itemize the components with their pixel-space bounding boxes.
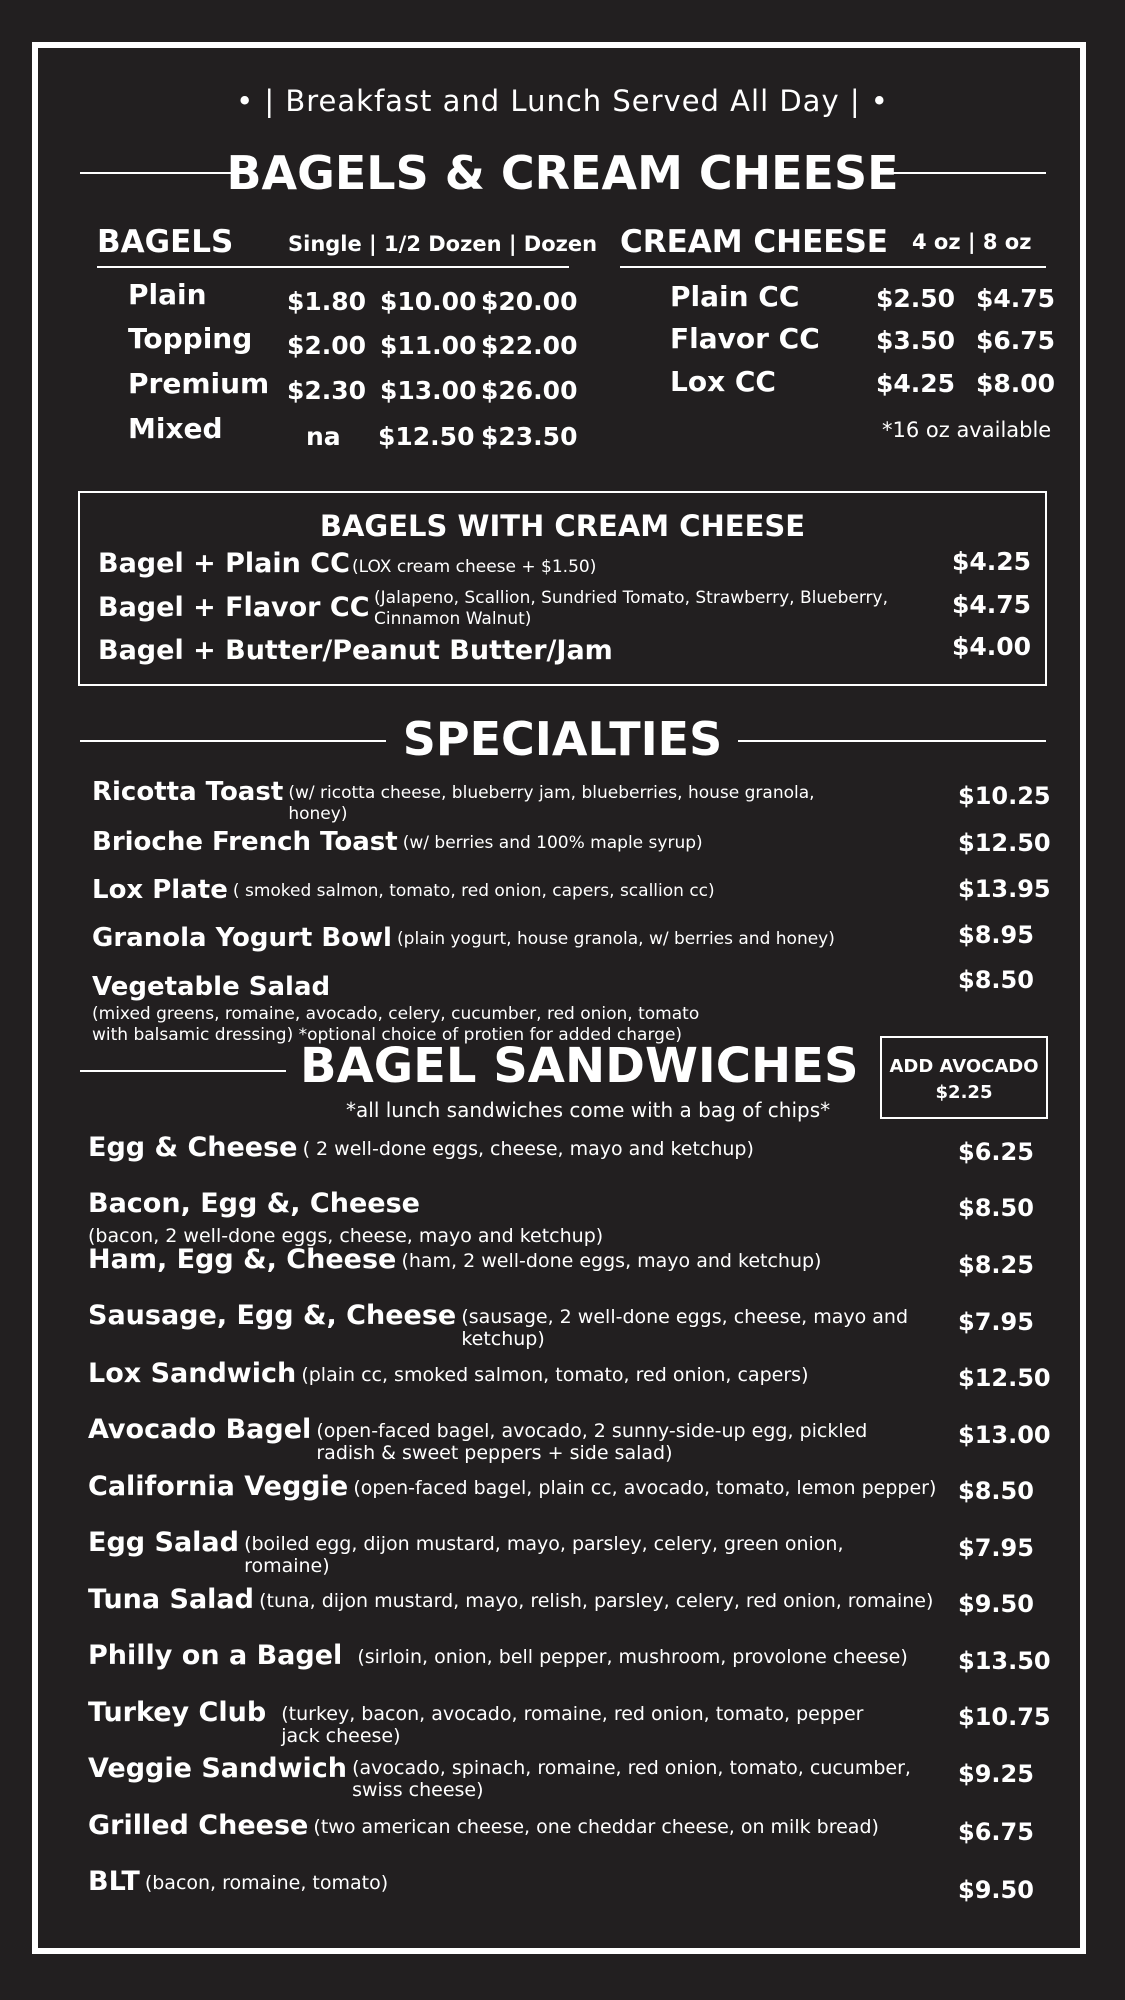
bagel-name: Topping <box>128 322 253 355</box>
sandwich-price: $13.00 <box>958 1421 1051 1449</box>
sandwich-name: Philly on a Bagel <box>88 1640 343 1671</box>
cream-cheese-16oz-note: *16 oz available <box>882 418 1052 442</box>
combo-name: Bagel + Plain CC <box>98 548 350 579</box>
specialty-desc: ( smoked salmon, tomato, red onion, capers, scallion cc) <box>232 881 715 901</box>
specialty-item <box>92 777 952 825</box>
sandwich-item <box>88 1810 958 1841</box>
sandwich-desc: (tuna, dijon mustard, mayo, relish, parsley, celery, red onion, romaine) <box>259 1590 934 1612</box>
combo-price: $4.00 <box>952 632 1032 661</box>
sandwich-item <box>88 1866 958 1897</box>
bagel-name: Mixed <box>128 412 223 445</box>
section-title-bagel-sandwiches: BAGEL SANDWICHES <box>300 1038 859 1094</box>
sandwich-price: $9.50 <box>958 1590 1034 1618</box>
bagel-price-single: $1.80 <box>287 287 367 316</box>
bagel-price-half-dozen: $13.00 <box>380 376 477 405</box>
cream-cheese-price-4oz: $4.25 <box>876 369 956 398</box>
bagel-name: Plain <box>128 278 207 311</box>
bagel-name: Premium <box>128 367 270 400</box>
sandwich-desc: (turkey, bacon, avocado, romaine, red onion, tomato, pepper jack cheese) <box>281 1703 864 1747</box>
bagel-price-half-dozen: $10.00 <box>380 287 477 316</box>
sandwich-name: BLT <box>88 1866 140 1897</box>
specialty-item <box>92 923 952 953</box>
combo-desc: (Jalapeno, Scallion, Sundried Tomato, Strawberry, Blueberry, Cinnamon Walnut) <box>374 588 888 629</box>
bagels-column-headers: Single | 1/2 Dozen | Dozen <box>288 232 598 256</box>
sandwich-item <box>88 1471 958 1502</box>
bagel-price-single: $2.00 <box>287 331 367 360</box>
sandwich-name: Sausage, Egg &, Cheese <box>88 1300 457 1331</box>
specialty-name: Vegetable Salad <box>92 972 331 1002</box>
cream-cheese-price-4oz: $2.50 <box>876 284 956 313</box>
sandwich-price: $10.75 <box>958 1703 1051 1731</box>
sandwich-item <box>88 1527 958 1577</box>
combo-name: Bagel + Butter/Peanut Butter/Jam <box>98 635 613 666</box>
sandwich-name: Avocado Bagel <box>88 1414 312 1445</box>
specialty-desc: (plain yogurt, house granola, w/ berries and honey) <box>397 929 835 949</box>
bagel-price-single: na <box>306 422 341 451</box>
sandwich-item <box>88 1414 958 1464</box>
bagel-price-single: $2.30 <box>287 376 367 405</box>
combo-price: $4.25 <box>952 547 1032 576</box>
sandwich-item <box>88 1300 958 1350</box>
bagel-price-half-dozen: $12.50 <box>378 422 475 451</box>
cream-cheese-price-4oz: $3.50 <box>876 326 956 355</box>
cream-cheese-price-8oz: $6.75 <box>976 326 1056 355</box>
add-avocado-price: $2.25 <box>935 1082 993 1103</box>
sandwich-desc: (bacon, romaine, tomato) <box>144 1872 389 1894</box>
cream-cheese-underline <box>620 266 1046 268</box>
bagel-price-half-dozen: $11.00 <box>380 331 477 360</box>
cream-cheese-heading: CREAM CHEESE <box>620 224 888 260</box>
sandwich-desc: (bacon, 2 well-done eggs, cheese, mayo and ketchup) <box>88 1225 604 1247</box>
sandwich-item <box>88 1640 958 1671</box>
sandwich-name: Egg & Cheese <box>88 1132 298 1163</box>
sandwich-name: Bacon, Egg &, Cheese <box>88 1188 420 1219</box>
cream-cheese-name: Lox CC <box>670 365 776 398</box>
tagline: • | Breakfast and Lunch Served All Day | • <box>236 84 889 118</box>
divider-line <box>80 1070 286 1072</box>
sandwich-price: $12.50 <box>958 1364 1051 1392</box>
sandwich-item <box>88 1753 958 1801</box>
specialty-item <box>92 827 952 857</box>
sandwich-desc: ( 2 well-done eggs, cheese, mayo and ketchup) <box>302 1138 754 1160</box>
sandwich-item <box>88 1697 958 1747</box>
sandwich-desc: (sausage, 2 well-done eggs, cheese, mayo and ketchup) <box>461 1306 909 1350</box>
combo-name: Bagel + Flavor CC <box>98 592 370 623</box>
sandwich-price: $9.25 <box>958 1760 1034 1788</box>
sandwich-name: California Veggie <box>88 1471 349 1502</box>
section-title-specialties: SPECIALTIES <box>402 712 723 766</box>
sandwich-desc: (sirloin, onion, bell pepper, mushroom, provolone cheese) <box>357 1646 908 1668</box>
bagels-with-cream-cheese-title: BAGELS WITH CREAM CHEESE <box>319 509 806 543</box>
add-avocado-box <box>880 1036 1048 1119</box>
sandwich-desc: (boiled egg, dijon mustard, mayo, parsley, celery, green onion, romaine) <box>244 1533 844 1577</box>
sandwich-price: $6.75 <box>958 1818 1034 1846</box>
bagel-price-dozen: $26.00 <box>481 376 578 405</box>
specialty-price: $10.25 <box>958 782 1051 810</box>
cream-cheese-name: Plain CC <box>670 280 800 313</box>
sandwich-name: Lox Sandwich <box>88 1358 297 1389</box>
sandwich-desc: (ham, 2 well-done eggs, mayo and ketchup) <box>401 1250 822 1272</box>
bagels-underline <box>97 266 569 268</box>
cream-cheese-price-8oz: $4.75 <box>976 284 1056 313</box>
sandwich-desc: (open-faced bagel, avocado, 2 sunny-side-up egg, pickled radish & sweet peppers + side salad) <box>316 1420 868 1464</box>
sandwich-item <box>88 1584 958 1615</box>
cream-cheese-price-8oz: $8.00 <box>976 369 1056 398</box>
specialty-price: $8.50 <box>958 966 1034 994</box>
specialty-name: Brioche French Toast <box>92 827 398 857</box>
specialty-price: $8.95 <box>958 921 1034 949</box>
sandwich-price: $6.25 <box>958 1138 1034 1166</box>
specialty-desc: (w/ ricotta cheese, blueberry jam, blueberries, house granola, honey) <box>288 783 815 824</box>
add-avocado-label: ADD AVOCADO <box>889 1056 1039 1077</box>
sandwich-price: $7.95 <box>958 1308 1034 1336</box>
sandwich-item <box>88 1358 958 1389</box>
combo-desc: (LOX cream cheese + $1.50) <box>352 557 597 577</box>
sandwich-name: Ham, Egg &, Cheese <box>88 1244 397 1275</box>
specialty-item <box>92 972 952 1046</box>
cream-cheese-name: Flavor CC <box>670 322 820 355</box>
section-title-bagels-cream-cheese: BAGELS & CREAM CHEESE <box>226 146 899 200</box>
sandwich-price: $8.50 <box>958 1194 1034 1222</box>
cream-cheese-column-headers: 4 oz | 8 oz <box>912 230 1032 254</box>
specialty-name: Granola Yogurt Bowl <box>92 923 392 953</box>
sandwich-price: $13.50 <box>958 1647 1051 1675</box>
specialty-desc: (w/ berries and 100% maple syrup) <box>402 833 703 853</box>
bagel-price-dozen: $22.00 <box>481 331 578 360</box>
specialty-name: Lox Plate <box>92 875 228 905</box>
bagel-price-dozen: $23.50 <box>481 422 578 451</box>
sandwich-item <box>88 1188 958 1247</box>
sandwich-item <box>88 1244 958 1275</box>
sandwich-name: Tuna Salad <box>88 1584 254 1615</box>
specialty-item <box>92 875 952 905</box>
sandwich-price: $9.50 <box>958 1876 1034 1904</box>
sandwich-name: Veggie Sandwich <box>88 1753 347 1784</box>
sandwich-item <box>88 1132 958 1163</box>
specialty-price: $13.95 <box>958 875 1051 903</box>
sandwich-desc: (two american cheese, one cheddar cheese, on milk bread) <box>313 1816 879 1838</box>
sandwich-name: Grilled Cheese <box>88 1810 309 1841</box>
sandwich-desc: (plain cc, smoked salmon, tomato, red onion, capers) <box>301 1364 809 1386</box>
combo-price: $4.75 <box>952 590 1032 619</box>
sandwich-name: Egg Salad <box>88 1527 239 1558</box>
bagels-heading: BAGELS <box>97 224 234 260</box>
sandwich-desc: (avocado, spinach, romaine, red onion, tomato, cucumber, swiss cheese) <box>352 1757 911 1801</box>
bagel-price-dozen: $20.00 <box>481 287 578 316</box>
specialty-desc: (mixed greens, romaine, avocado, celery, cucumber, red onion, tomato with balsamic dressing) *optional choice of protien for added charge) <box>92 1004 700 1045</box>
specialty-price: $12.50 <box>958 829 1051 857</box>
sandwich-price: $8.25 <box>958 1251 1034 1279</box>
sandwich-price: $8.50 <box>958 1477 1034 1505</box>
sandwich-name: Turkey Club <box>88 1697 267 1728</box>
specialty-name: Ricotta Toast <box>92 777 284 807</box>
sandwich-desc: (open-faced bagel, plain cc, avocado, tomato, lemon pepper) <box>353 1477 937 1499</box>
sandwiches-subtitle: *all lunch sandwiches come with a bag of chips* <box>346 1098 831 1122</box>
sandwich-price: $7.95 <box>958 1534 1034 1562</box>
